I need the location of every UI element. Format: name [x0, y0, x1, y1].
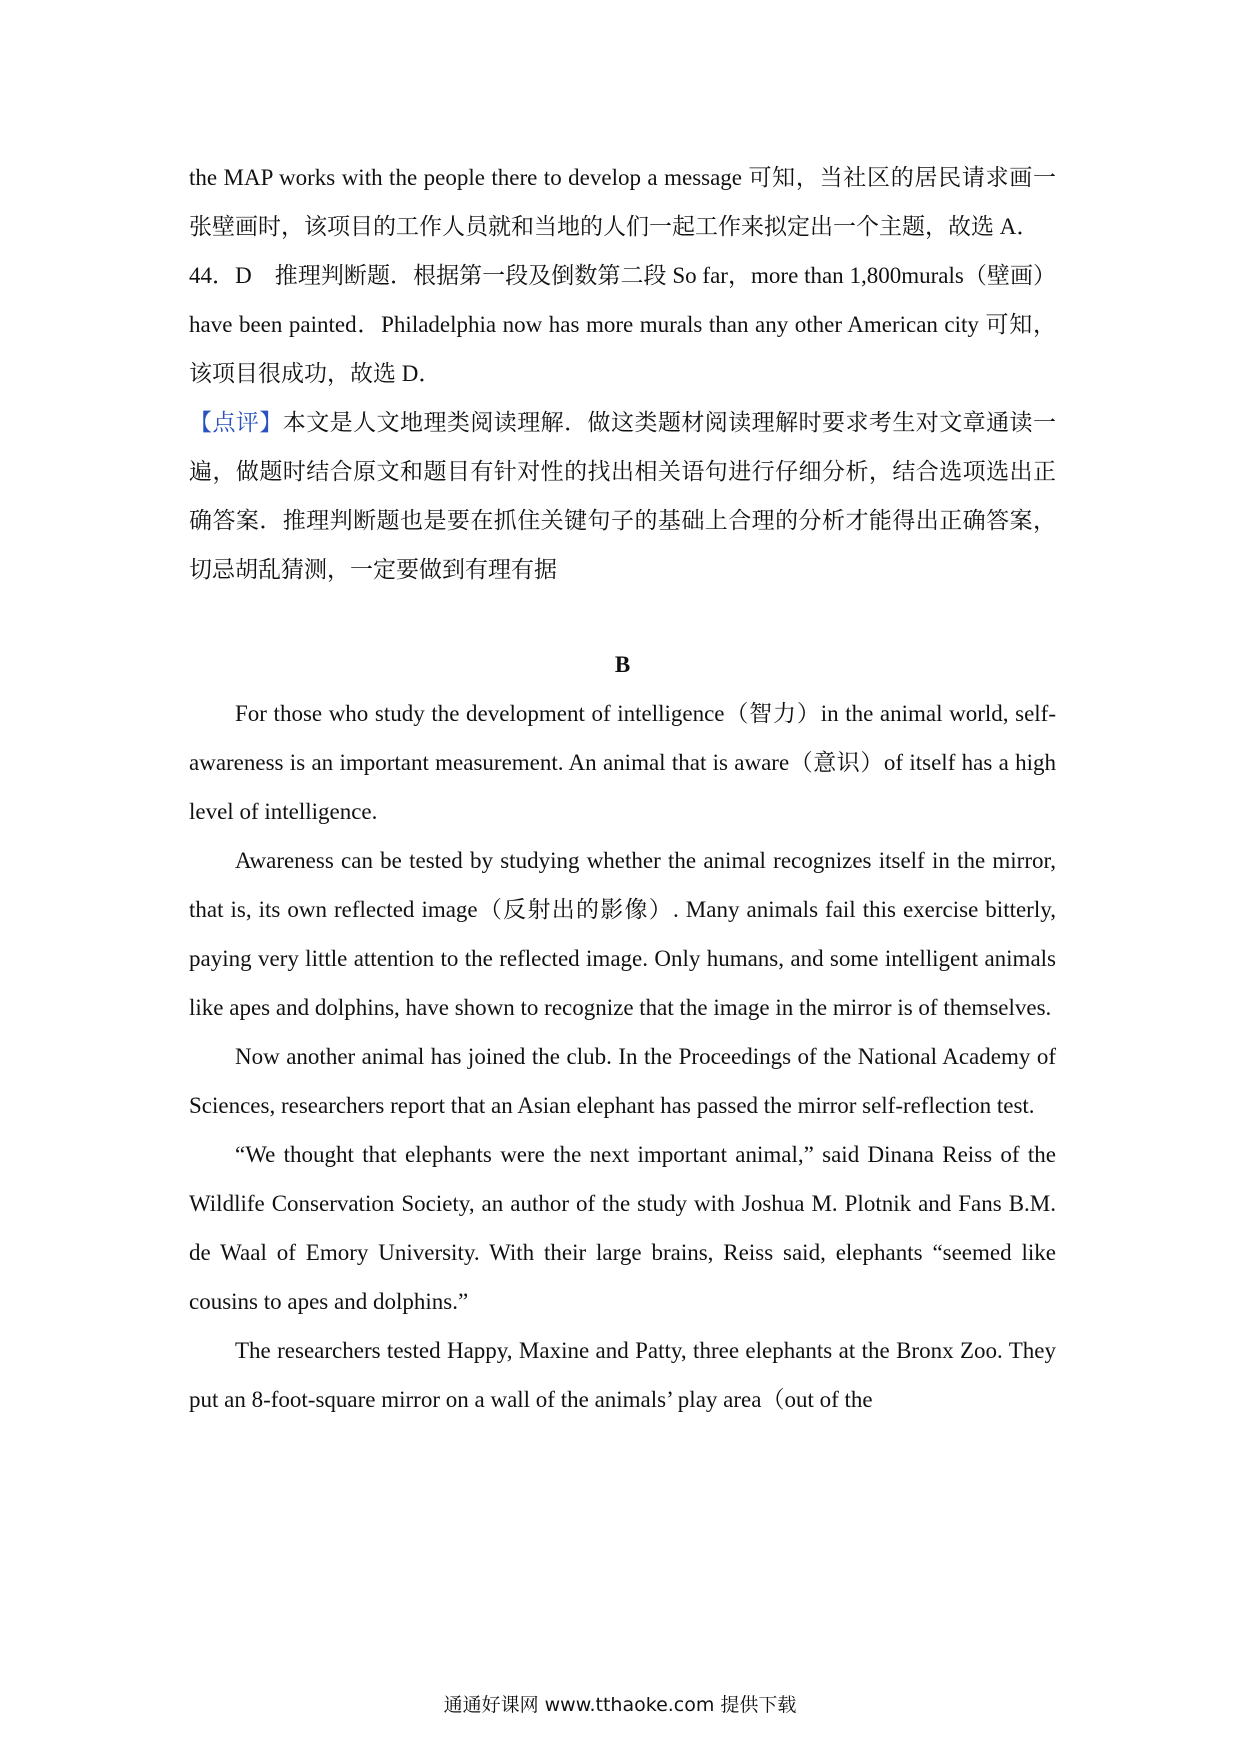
- page-footer: 通通好课网 www.tthaoke.com 提供下载: [443, 1694, 797, 1716]
- answer-43-continuation: the MAP works with the people there to develop a message 可知，当社区的居民请求画一张壁画时，该项目的工作人员就和当地的人们一起工作来拟定出一个主题，故选 A．: [189, 165, 1056, 239]
- passage-paragraph-1: For those who study the development of intelligence（智力）in the animal world, self-awareness is an important measurement. An animal that is aware（意识）of itself has a high level of intelligence.: [189, 701, 1056, 824]
- section-heading: B: [614, 652, 631, 677]
- comment-tag: 【点评】: [189, 410, 283, 435]
- page-content: [189, 153, 1056, 1424]
- passage-paragraph-5: The researchers tested Happy, Maxine and Patty, three elephants at the Bronx Zoo. They put an 8-foot-square mirror on a wall of the animals’ play area（out of the: [189, 1338, 1056, 1412]
- passage-paragraph-2: Awareness can be tested by studying whether the animal recognizes itself in the mirror, that is, its own reflected image（反射出的影像）. Many animals fail this exercise bitterly, paying very little attention to the reflected image. Only humans, and some intelligent animals like apes and dolphins, have shown to recognize that the image in the mirror is of themselves.: [189, 848, 1056, 1020]
- passage-paragraph-4: “We thought that elephants were the next important animal,” said Dinana Reiss of the Wildlife Conservation Society, an author of the study with Joshua M. Plotnik and Fans B.M. de Waal of Emory University. With their large brains, Reiss said, elephants “seemed like cousins to apes and dolphins.”: [189, 1142, 1056, 1314]
- comment-paragraph: [189, 398, 1056, 594]
- comment-text: 本文是人文地理类阅读理解．做这类题材阅读理解时要求考生对文章通读一遍，做题时结合原文和题目有针对性的找出相关语句进行仔细分析，结合选项选出正确答案．推理判断题也是要在抓住关键句子的基础上合理的分析才能得出正确答案，切忌胡乱猜测，一定要做到有理有据: [189, 410, 1057, 582]
- answer-44: 44．D 推理判断题．根据第一段及倒数第二段 So far，more than 1,800murals（壁画）have been painted．Philadelphia now has more murals than any other American city 可知，该项目很成功，故选 D．: [189, 263, 1056, 386]
- passage-paragraph-3: Now another animal has joined the club. In the Proceedings of the National Academy of Sciences, researchers report that an Asian elephant has passed the mirror self-reflection test.: [189, 1044, 1056, 1118]
